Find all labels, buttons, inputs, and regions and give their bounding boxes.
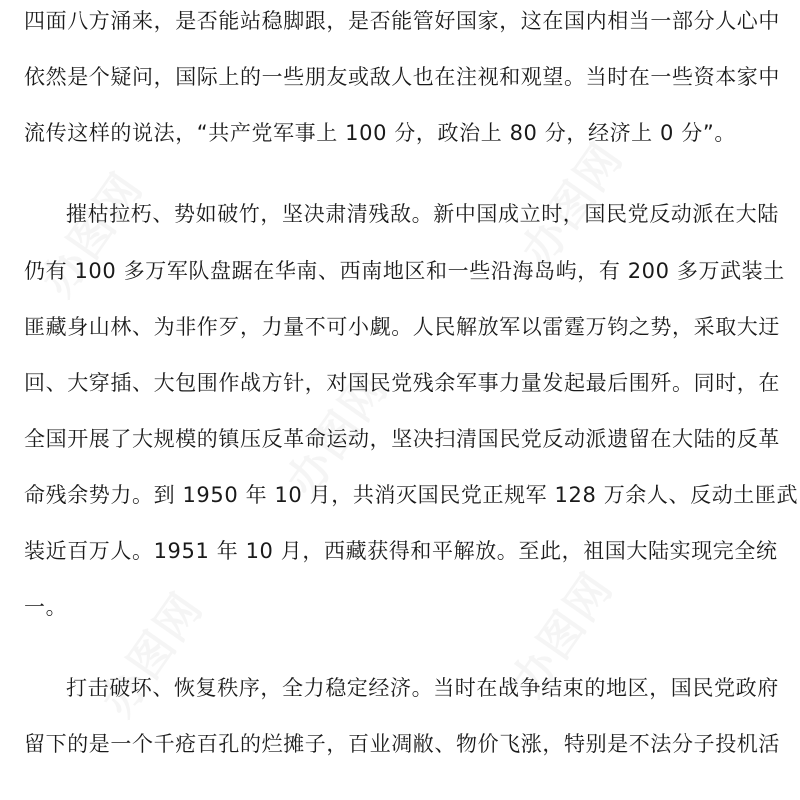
- text-line: 命残余势力。到 1950 年 10 月，共消灭国民党正规军 128 万余人、反动土匪武: [24, 483, 799, 507]
- watermark: 办图网: [512, 133, 634, 276]
- text-line: 回、大穿插、大包围作战方针，对国民党残余军事力量发起最后围歼。同时，在: [24, 371, 780, 395]
- text-line: 匪藏身山林、为非作歹，力量不可小觑。人民解放军以雷霆万钧之势，采取大迂: [24, 315, 780, 339]
- text-line: 四面八方涌来，是否能站稳脚跟，是否能管好国家，这在国内相当一部分人心中: [24, 9, 780, 33]
- text-line: 一。: [24, 595, 68, 619]
- text-line: 全国开展了大规模的镇压反革命运动，坚决扫清国民党反动派遗留在大陆的反革: [24, 427, 780, 451]
- text-line: 流传这样的说法，“共产党军事上 100 分，政治上 80 分，经济上 0 分”。: [24, 121, 736, 145]
- watermark: 办图网: [92, 583, 214, 726]
- text-line: 依然是个疑问，国际上的一些朋友或敌人也在注视和观望。当时在一些资本家中: [24, 65, 780, 89]
- text-line: 仍有 100 多万军队盘踞在华南、西南地区和一些沿海岛屿，有 200 多万武装土: [24, 259, 785, 283]
- text-line: 留下的是一个千疮百孔的烂摊子，百业凋敝、物价飞涨，特别是不法分子投机活: [24, 732, 780, 756]
- text-line: 打击破坏、恢复秩序，全力稳定经济。当时在战争结束的地区，国民党政府: [66, 676, 779, 700]
- watermark: 办图网: [277, 363, 399, 506]
- text-line: 摧枯拉朽、势如破竹，坚决肃清残敌。新中国成立时，国民党反动派在大陆: [66, 202, 779, 226]
- watermark: 办图网: [502, 563, 624, 706]
- watermark: 办图网: [32, 163, 154, 306]
- text-line: 装近百万人。1951 年 10 月，西藏获得和平解放。至此，祖国大陆实现完全统: [24, 539, 778, 563]
